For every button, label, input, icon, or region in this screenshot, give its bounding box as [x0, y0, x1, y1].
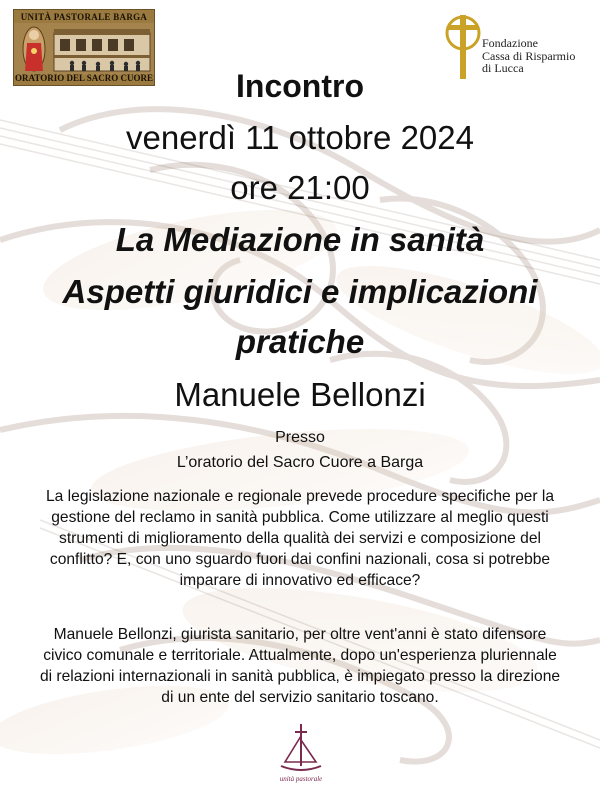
logo-left-bottom-text: ORATORIO DEL SACRO CUORE — [15, 73, 153, 83]
footer-logo-text: unità pastorale — [279, 775, 323, 783]
unita-pastorale-footer-logo — [276, 722, 326, 788]
paragraph-line: gestione del reclamo in sanità pubblica. Come utilizzare al meglio questi — [51, 509, 549, 526]
logo-left-top-text: UNITÀ PASTORALE BARGA — [20, 12, 148, 22]
event-title-line: Aspetti giuridici e implicazioni — [62, 273, 538, 310]
event-time: ore 21:00 — [230, 169, 370, 206]
description-paragraph — [14, 486, 586, 591]
paragraph-line: strumenti di miglioramento della qualità dei servizi e composizione del — [59, 530, 541, 547]
fondazione-line: Fondazione — [482, 36, 538, 50]
paragraph-line: La legislazione nazionale e regionale prevede procedure specifiche per la — [46, 488, 554, 505]
venue-label: Presso — [275, 429, 325, 446]
fondazione-line: di Lucca — [482, 61, 524, 75]
fondazione-line: Cassa di Risparmio — [482, 48, 576, 63]
event-date: venerdì 11 ottobre 2024 — [126, 119, 474, 156]
paragraph-line: di relazioni internazionali in sanità pubblica, è impiegato presso la direzione — [39, 668, 561, 685]
venue-name: L’oratorio del Sacro Cuore a Barga — [176, 454, 424, 471]
event-title-line: La Mediazione in sanità — [115, 221, 485, 258]
paragraph-line: di un ente del servizio sanitario toscano. — [161, 689, 439, 706]
sailboat-cross-icon — [276, 722, 326, 776]
speaker-bio-paragraph — [14, 624, 586, 708]
paragraph-line: civico comunale e territoriale. Attualmente, dopo un'esperienza pluriennale — [43, 647, 557, 664]
paragraph-line: Manuele Bellonzi, giurista sanitario, per oltre vent'anni è stato difensore — [53, 626, 547, 643]
paragraph-line: conflitto? E, con uno sguardo fuori dai confini nazionali, cosa si potrebbe — [49, 551, 551, 568]
paragraph-line: imparare di innovativo ed efficace? — [179, 572, 421, 589]
speaker-name: Manuele Bellonzi — [174, 376, 426, 413]
event-title-line: pratiche — [235, 323, 365, 360]
event-heading: Incontro — [236, 68, 364, 104]
